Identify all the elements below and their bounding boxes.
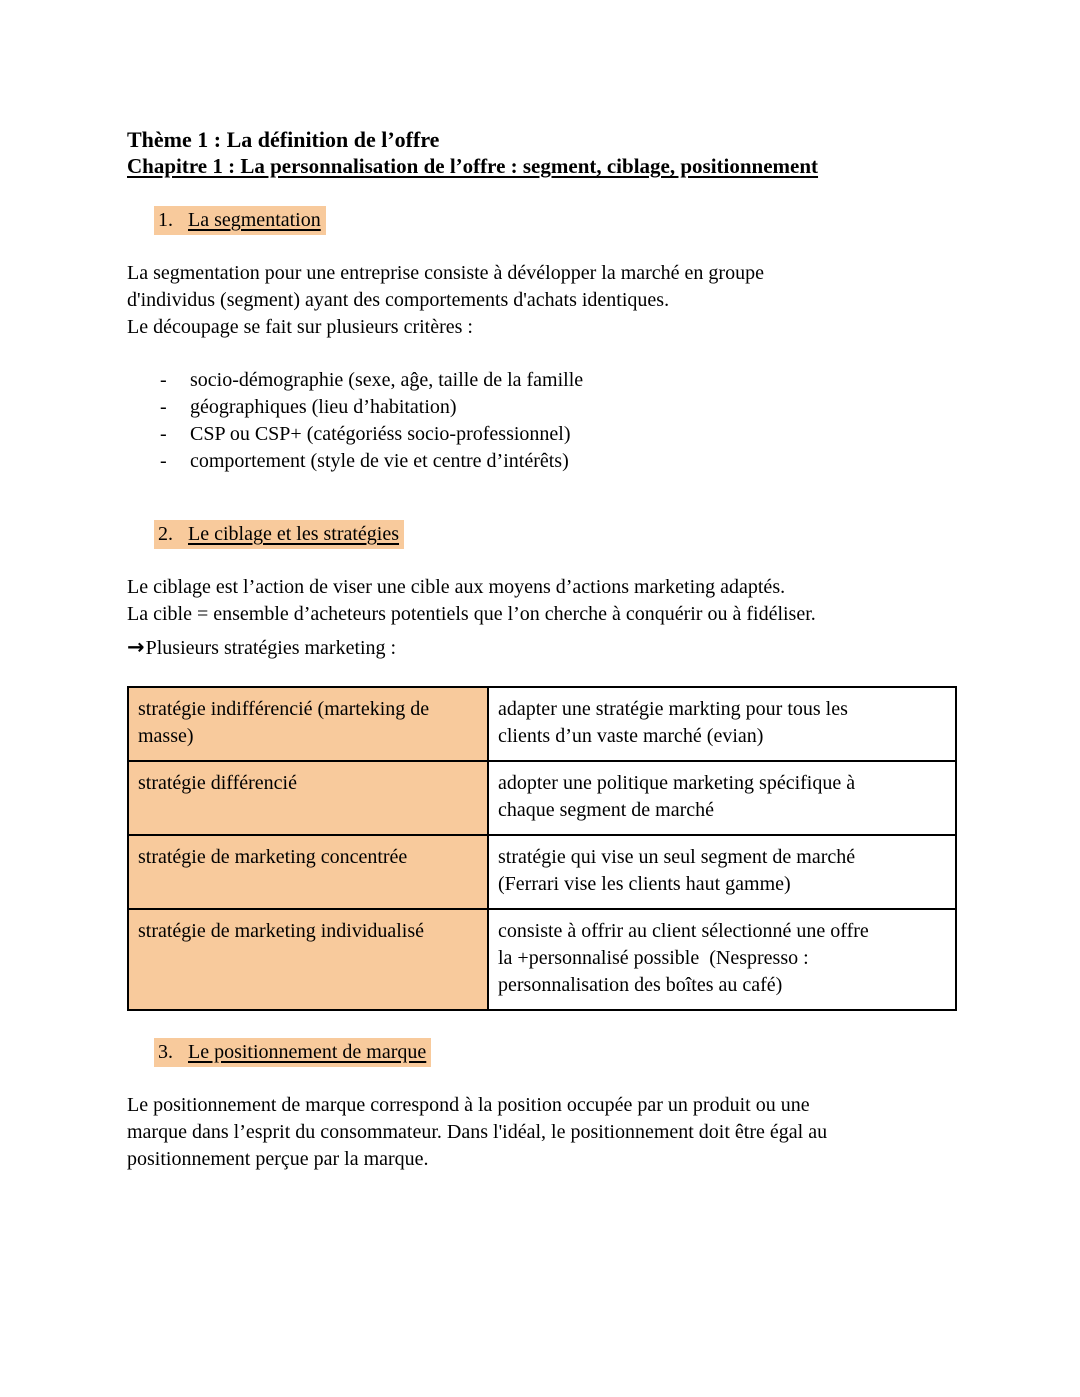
strategy-name-cell [128, 835, 488, 909]
paragraph-line: Le découpage se fait sur plusieurs critères : [127, 316, 473, 338]
list-item-text: comportement (style de vie et centre d’intérêts) [190, 450, 569, 472]
list-item [127, 421, 962, 448]
cell-line: stratégie indifférencié (marteking de [138, 698, 430, 720]
cell-line: adapter une stratégie markting pour tous les [498, 698, 848, 720]
section-2-highlight [154, 520, 404, 549]
dash-marker: - [160, 396, 167, 418]
list-item [127, 448, 962, 475]
section-3-highlight [154, 1038, 431, 1067]
section-2-title: Le ciblage et les stratégies [188, 523, 400, 545]
document-title: Thème 1 : La définition de l’offre [127, 127, 440, 152]
strategy-description-cell [488, 687, 956, 761]
strategy-name-cell [128, 909, 488, 1010]
paragraph-line: Le ciblage est l’action de viser une cible aux moyens d’actions marketing adaptés. [127, 576, 786, 598]
paragraph-line: Le positionnement de marque correspond à la position occupée par un produit ou une [127, 1094, 810, 1116]
section-3-title: Le positionnement de marque [188, 1041, 427, 1063]
cell-line: clients d’un vaste marché (evian) [498, 725, 764, 747]
table-row [128, 909, 956, 1010]
section-3-paragraph [127, 1092, 962, 1173]
strategy-name-cell [128, 687, 488, 761]
table-row [128, 761, 956, 835]
cell-line: stratégie de marketing concentrée [138, 846, 408, 868]
list-item [127, 367, 962, 394]
cell-line: masse) [138, 725, 194, 747]
section-2-paragraph [127, 574, 962, 628]
arrow-note-text: Plusieurs stratégies marketing : [145, 637, 397, 659]
dash-marker: - [160, 450, 167, 472]
section-3-number: 3. [158, 1041, 173, 1063]
section-2-heading [127, 521, 962, 548]
dash-marker: - [160, 369, 167, 391]
strategy-name-cell [128, 761, 488, 835]
paragraph-line: La segmentation pour une entreprise consiste à dévélopper la marché en groupe [127, 262, 764, 284]
chapter-heading-text: Chapitre 1 : La personnalisation de l’offre : segment, ciblage, positionnement [127, 154, 819, 178]
strategy-description-cell [488, 835, 956, 909]
list-item-text: socio-démographie (sexe, aĝe, taille de la famille [190, 369, 584, 391]
list-item [127, 394, 962, 421]
cell-line: chaque segment de marché [498, 799, 715, 821]
section-1-title: La segmentation [188, 209, 321, 231]
criteria-list [127, 367, 962, 475]
dash-marker: - [160, 423, 167, 445]
cell-line: personnalisation des boîtes au café) [498, 974, 783, 996]
cell-line: stratégie de marketing individualisé [138, 920, 425, 942]
strategy-description-cell [488, 761, 956, 835]
paragraph-line: positionnement perçue par la marque. [127, 1148, 429, 1170]
cell-line: adopter une politique marketing spécifique à [498, 772, 856, 794]
chapter-heading [127, 153, 962, 180]
cell-line: stratégie différencié [138, 772, 297, 794]
list-item-text: CSP ou CSP+ (catégoriéss socio-professionnel) [190, 423, 571, 445]
right-arrow-icon: → [127, 635, 145, 659]
section-1-number: 1. [158, 209, 173, 231]
list-item-text: géographiques (lieu d’habitation) [190, 396, 457, 418]
cell-line: la +personnalisé possible (Nespresso : [498, 947, 809, 969]
table-row [128, 687, 956, 761]
paragraph-line: d'individus (segment) ayant des comportements d'achats identiques. [127, 289, 670, 311]
strategies-table [127, 686, 957, 1011]
cell-line: consiste à offrir au client sélectionné une offre [498, 920, 869, 942]
table-row [128, 835, 956, 909]
paragraph-line: La cible = ensemble d’acheteurs potentiels que l’on cherche à conquérir ou à fidéliser. [127, 603, 816, 625]
section-3-heading [127, 1039, 962, 1066]
cell-line: stratégie qui vise un seul segment de marché [498, 846, 856, 868]
cell-line: (Ferrari vise les clients haut gamme) [498, 873, 791, 895]
section-1-heading [127, 207, 962, 234]
section-1-highlight [154, 206, 326, 235]
paragraph-line: marque dans l’esprit du consommateur. Dans l'idéal, le positionnement doit être égal au [127, 1121, 828, 1143]
strategy-description-cell [488, 909, 956, 1010]
arrow-note [127, 634, 962, 662]
section-1-paragraph [127, 260, 962, 341]
section-2-number: 2. [158, 523, 173, 545]
